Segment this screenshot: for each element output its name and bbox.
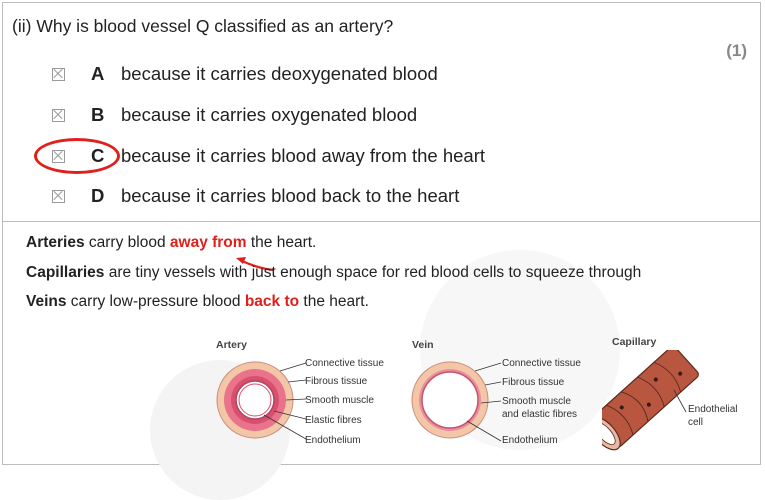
option-letter: A [91,63,105,84]
option-text: because it carries blood away from the heart [121,145,486,166]
artery-label: Connective tissue [305,358,384,369]
option-b[interactable] [52,103,417,127]
vein-label: Fibrous tissue [502,377,565,388]
section-divider [2,221,761,222]
artery-title: Artery [216,339,247,351]
note-term: Veins [26,293,67,310]
artery-label: Fibrous tissue [305,376,368,387]
vein-label: Endothelium [502,435,558,446]
note-arteries [26,234,316,252]
artery-label: Smooth muscle [305,395,374,406]
capillary-label: cell [688,417,704,428]
option-letter: C [91,145,105,166]
option-text: because it carries blood back to the heart [121,185,460,206]
vein-label: Smooth muscle [502,396,571,407]
artery-label: Elastic fibres [305,415,362,426]
option-text: because it carries deoxygenated blood [121,63,438,84]
artery-cross-section-icon [210,355,310,455]
question-marks: (1) [726,41,747,60]
vein-label: and elastic fibres [502,409,578,420]
option-a[interactable] [52,62,438,86]
question-heading [12,16,393,37]
option-letter: D [91,185,105,206]
note-text: are tiny vessels with just enough space for red blood cells to squeeze through [104,264,642,281]
note-text: carry low-pressure blood [66,293,245,310]
option-letter: B [91,104,105,125]
capillary-title: Capillary [612,336,657,348]
question-number: (ii) [12,16,32,36]
artery-label: Endothelium [305,435,361,446]
option-d[interactable] [52,184,459,208]
highlight-back-to: back to [244,293,300,310]
note-text: the heart. [299,293,369,310]
capillary-label: Endothelial [688,404,738,415]
note-veins [26,293,369,311]
checkbox-icon[interactable] [52,190,65,203]
answer-circle-annotation [34,138,120,174]
vein-cross-section-icon [405,355,505,455]
highlight-away-from: away from [169,234,247,251]
vein-label: Connective tissue [502,358,581,369]
note-capillaries [26,264,641,282]
vein-title: Vein [412,339,434,351]
note-term: Arteries [26,234,85,251]
checkbox-icon[interactable] [52,109,65,122]
option-text: because it carries oxygenated blood [121,104,418,125]
note-text: carry blood [84,234,170,251]
question-text: Why is blood vessel Q classified as an artery? [36,16,394,36]
note-term: Capillaries [26,264,105,281]
checkbox-icon[interactable] [52,68,65,81]
note-text: the heart. [246,234,317,251]
